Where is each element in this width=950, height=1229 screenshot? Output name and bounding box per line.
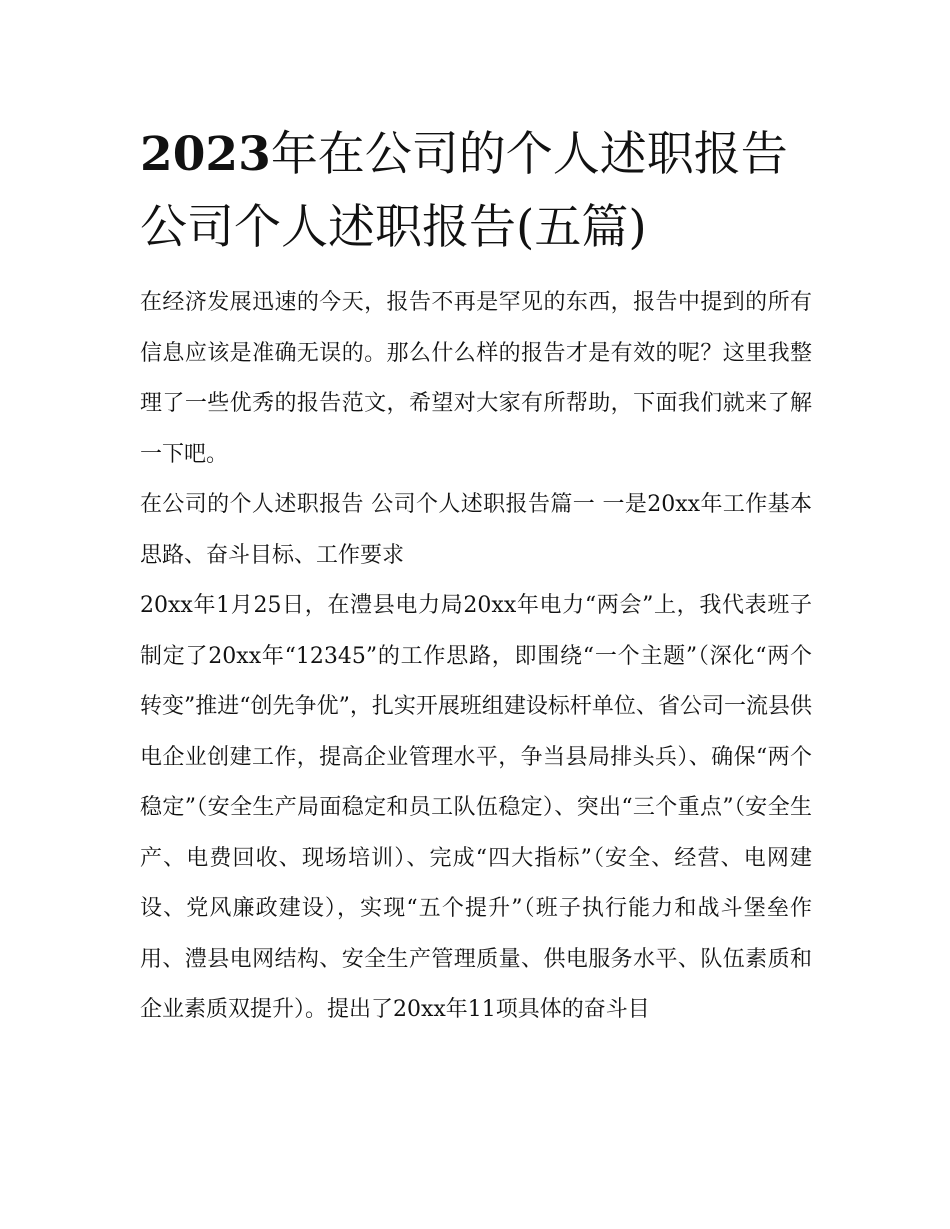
title-line-1-text: 年在公司的个人述职报告 <box>270 127 788 182</box>
document-page <box>140 118 812 1036</box>
section-heading-paragraph: 在公司的个人述职报告 公司个人述职报告篇一 一是20xx年工作基本思路、奋斗目标、工作要求 <box>140 492 812 568</box>
title-year: 2023 <box>140 127 271 182</box>
document-title-line-1 <box>140 118 812 191</box>
document-title-line-2: 公司个人述职报告(五篇) <box>140 200 647 255</box>
intro-paragraph: 在经济发展迅速的今天，报告不再是罕见的东西，报告中提到的所有信息应该是准确无误的。那么什么样的报告才是有效的呢？这里我整理了一些优秀的报告范文，希望对大家有所帮助，下面我们就来了解一下吧。 <box>140 290 812 467</box>
body-paragraph: 20xx年1月25日，在澧县电力局20xx年电力“两会”上，我代表班子制定了20xx年“12345”的工作思路，即围绕“一个主题”（深化“两个转变”推进“创先争优”，扎实开展班组建设标杆单位、省公司一流县供电企业创建工作，提高企业管理水平，争当县局排头兵）、确保“两个稳定”（安全生产局面稳定和员工队伍稳定）、突出“三个重点”（安全生产、电费回收、现场培训）、完成“四大指标”（安全、经营、电网建设、党风廉政建设），实现“五个提升”（班子执行能力和战斗堡垒作用、澧县电网结构、安全生产管理质量、供电服务水平、队伍素质和企业素质双提升）。提出了20xx年11项具体的奋斗目 <box>140 593 812 1022</box>
